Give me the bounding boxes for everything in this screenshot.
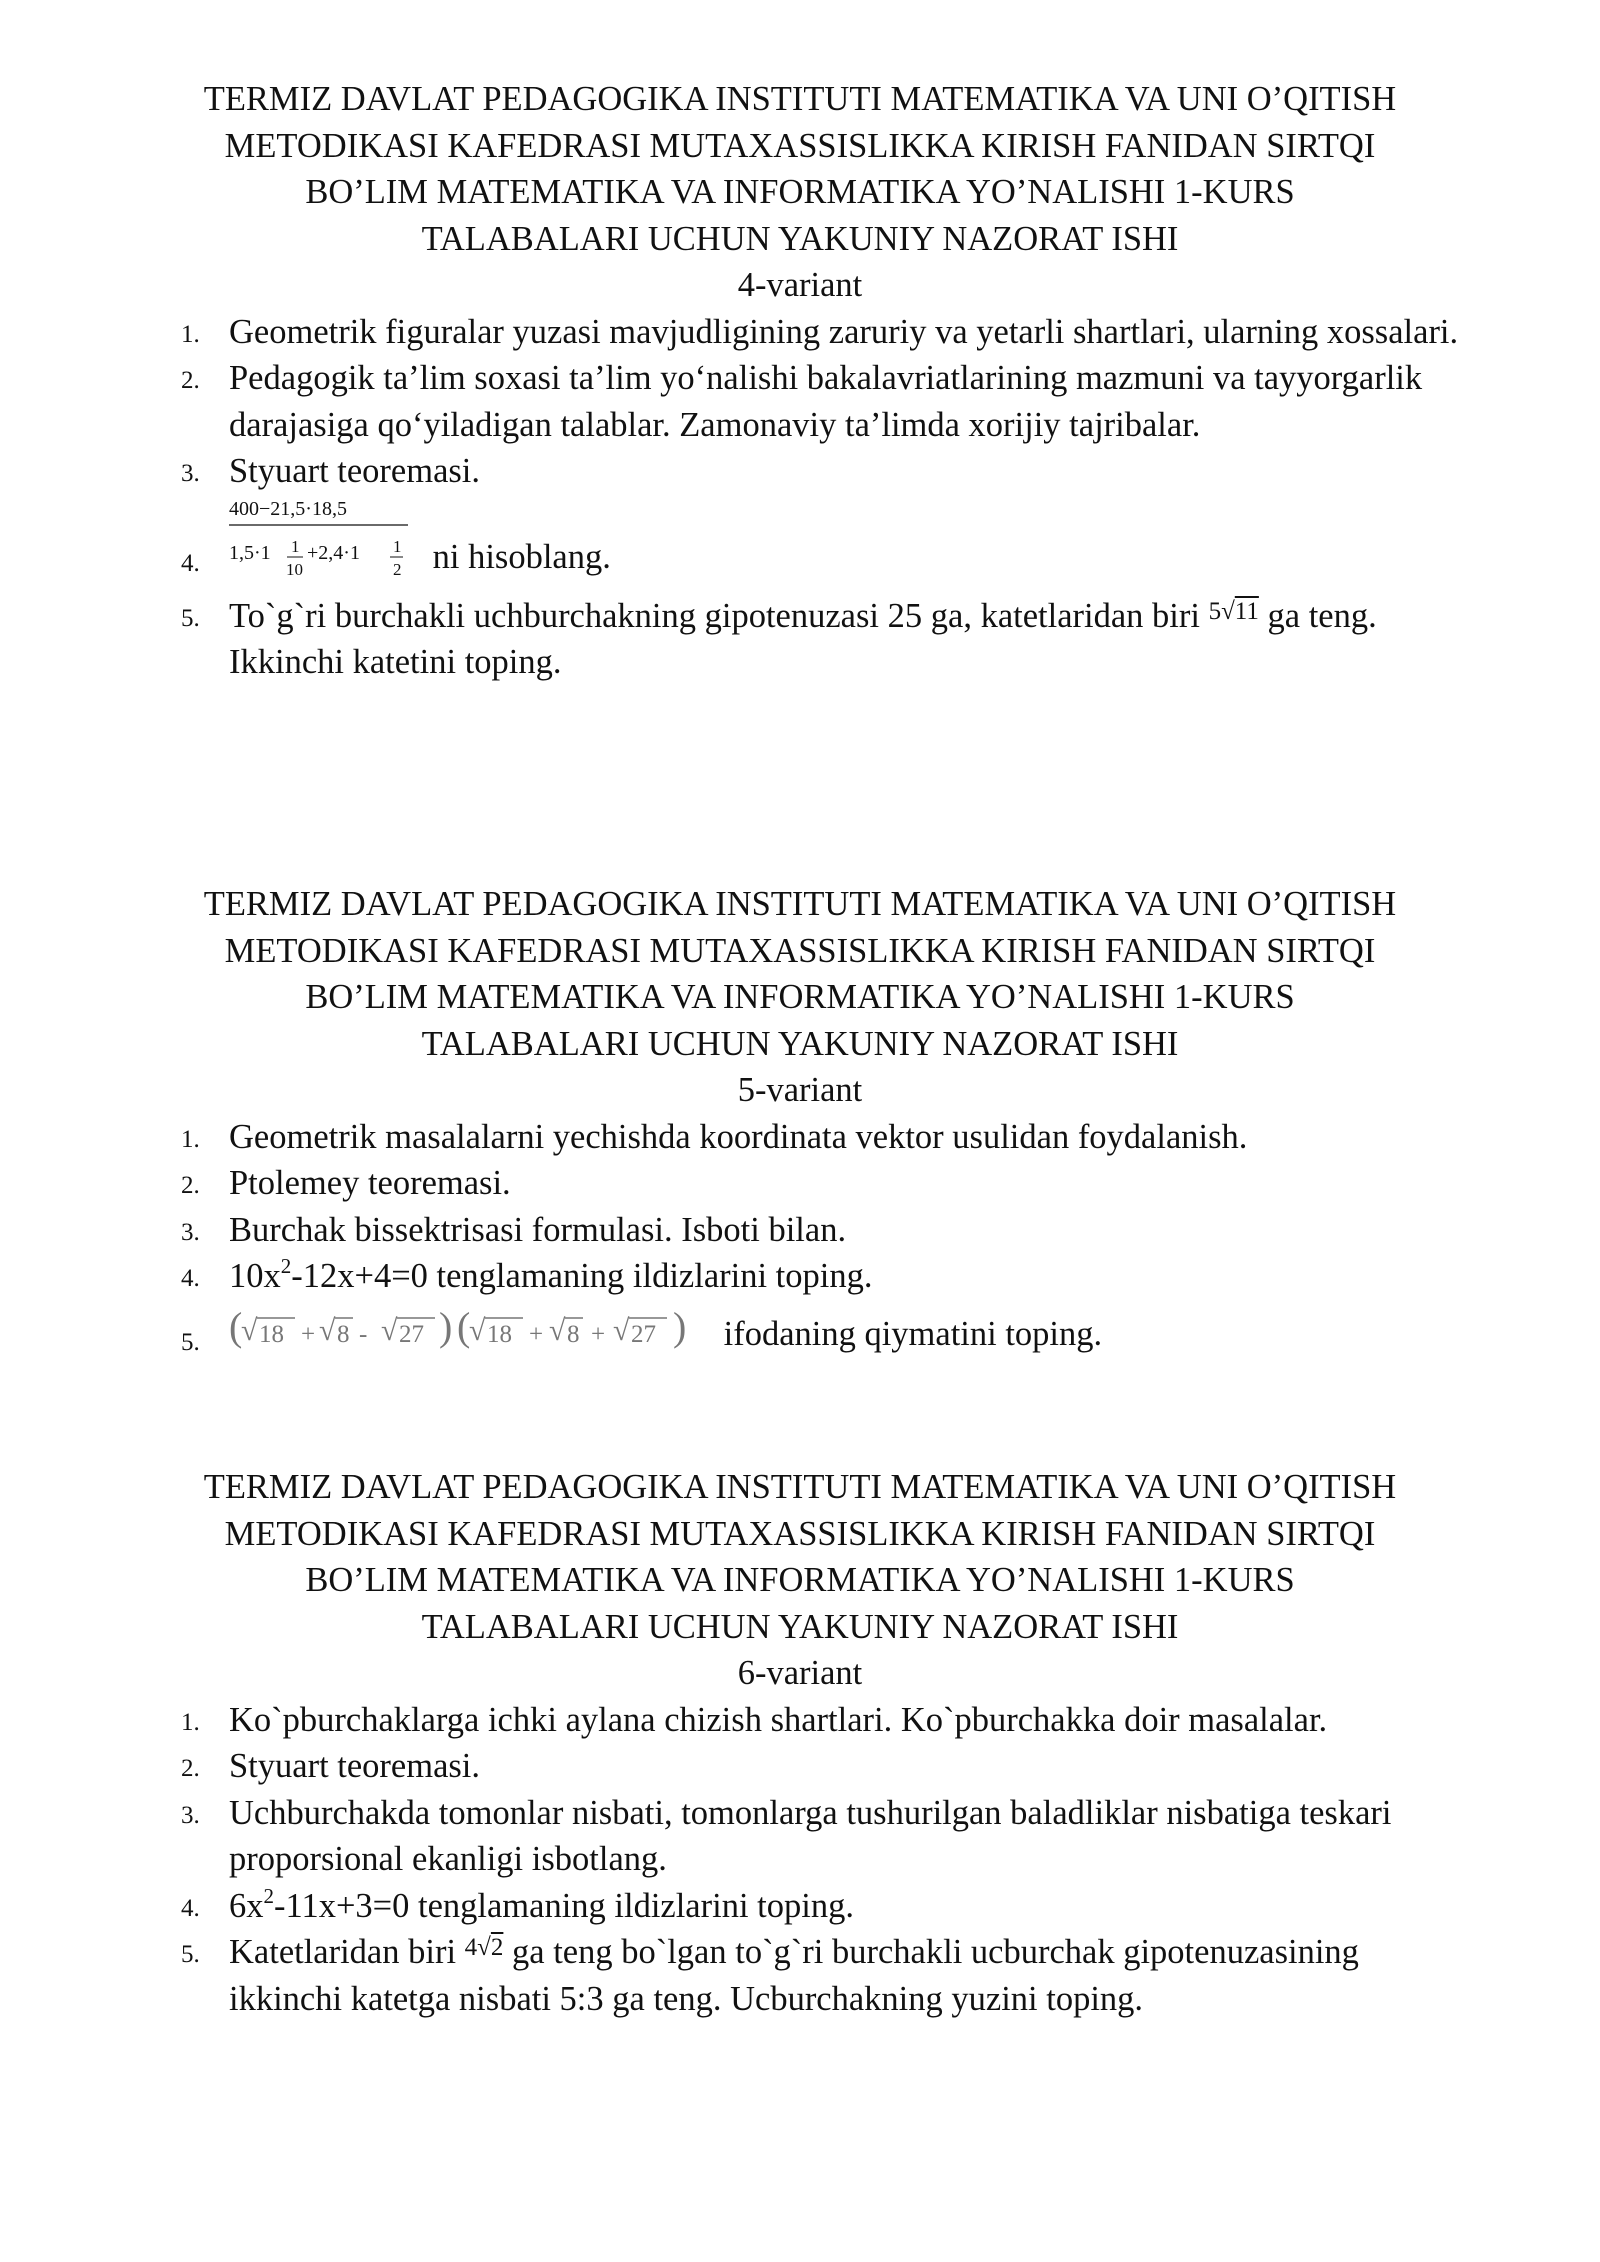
fraction-denominator-part1: 1,5·1 bbox=[229, 541, 271, 564]
task-item bbox=[0, 593, 1600, 686]
task-text: -11x+3=0 tenglamaning ildizlarini toping. bbox=[274, 1886, 854, 1925]
task-text: Styuart teoremasi. bbox=[229, 1747, 481, 1785]
task-item bbox=[0, 1300, 1600, 1368]
mixed-frac2-denominator: 2 bbox=[393, 559, 402, 579]
task-text: ifodaning qiymatini toping. bbox=[723, 1315, 1103, 1353]
task-item bbox=[0, 1743, 1600, 1790]
header-line: METODIKASI KAFEDRASI MUTAXASSISLIKKA KIRISH FANIDAN SIRTQI bbox=[224, 931, 1376, 970]
task-text: ga teng bo`lgan to`g`ri burchakli ucburchak gipotenuzasining ikkinchi katetga nisbati 5:3 ga teng. Ucburchakning yuzini toping. bbox=[229, 1933, 1359, 2018]
variant-block-4 bbox=[0, 76, 1600, 686]
variant-title: 4-variant bbox=[737, 266, 863, 304]
task-item bbox=[0, 309, 1600, 356]
sqrt-sign: √ bbox=[613, 1313, 630, 1347]
task-list bbox=[0, 309, 1600, 686]
header-line: TERMIZ DAVLAT PEDAGOGIKA INSTITUTI MATEMATIKA VA UNI O’QITISH bbox=[203, 80, 1397, 118]
radicand: 8 bbox=[337, 1320, 350, 1348]
task-number: 1. bbox=[181, 1125, 200, 1153]
task-item bbox=[0, 1253, 1600, 1300]
mixed-frac1-denominator: 10 bbox=[286, 559, 303, 579]
task-text: Ko`pburchaklarga ichki aylana chizish shartlari. Ko`pburchakka doir masalalar. bbox=[229, 1700, 1328, 1739]
task-item bbox=[0, 448, 1600, 495]
operator: + bbox=[529, 1320, 544, 1348]
task-text: Pedagogik ta’lim soxasi ta’lim yo‘nalishi bakalavriatlarining mazmuni va tayyorgarlik darajasiga qo‘yiladigan talablar. Zamonaviy ta’limda xorijiy tajribalar. bbox=[229, 359, 1423, 444]
task-item bbox=[0, 1929, 1600, 2022]
task-item bbox=[0, 1883, 1600, 1930]
mixed-frac1-numerator: 1 bbox=[291, 536, 300, 556]
header-line: TALABALARI UCHUN YAKUNIY NAZORAT ISHI bbox=[421, 1024, 1179, 1063]
sqrt-sign: √ bbox=[241, 1313, 258, 1347]
header-line: BO’LIM MATEMATIKA VA INFORMATIKA YO’NALISHI 1-KURS bbox=[305, 978, 1295, 1016]
sqrt-sign: √ bbox=[469, 1313, 486, 1347]
task-number: 1. bbox=[181, 1708, 200, 1736]
variant-header bbox=[0, 1464, 1600, 1650]
fraction-numerator: 400−21,5·18,5 bbox=[229, 497, 347, 520]
radical-expression: 5√11 bbox=[1208, 597, 1259, 625]
mixed-frac2-numerator: 1 bbox=[393, 536, 402, 556]
task-item bbox=[0, 355, 1600, 448]
header-line: METODIKASI KAFEDRASI MUTAXASSISLIKKA KIRISH FANIDAN SIRTQI bbox=[224, 1514, 1376, 1553]
task-text: -12x+4=0 tenglamaning ildizlarini toping. bbox=[291, 1257, 873, 1295]
task-text: ga teng. Ikkinchi katetini toping. bbox=[229, 596, 1377, 681]
task-text: To`g`ri burchakli uchburchakning gipotenuzasi 25 ga, katetlaridan biri bbox=[229, 596, 1200, 635]
task-number: 3. bbox=[181, 1801, 200, 1829]
task-number: 5. bbox=[181, 1941, 200, 1968]
task-item bbox=[0, 1790, 1600, 1883]
task-text: Uchburchakda tomonlar nisbati, tomonlarga tushurilgan baladliklar nisbatiga teskari proporsional ekanligi isbotlang. bbox=[229, 1793, 1392, 1878]
task-number: 5. bbox=[181, 604, 200, 632]
sqrt-sign: √ bbox=[381, 1313, 398, 1347]
task-item bbox=[0, 1207, 1600, 1254]
operator: - bbox=[359, 1320, 368, 1348]
task-item bbox=[0, 1114, 1600, 1161]
radical-coefficient: 5 bbox=[1208, 597, 1222, 625]
task-text: 10x bbox=[229, 1257, 281, 1295]
task-number: 2. bbox=[181, 1172, 200, 1199]
radical-coefficient: 4 bbox=[464, 1934, 478, 1961]
header-line: TALABALARI UCHUN YAKUNIY NAZORAT ISHI bbox=[421, 219, 1179, 258]
task-item bbox=[0, 495, 1600, 585]
variant-header bbox=[0, 76, 1600, 262]
radical-expression: 4√2 bbox=[464, 1934, 504, 1961]
paren-open: ( bbox=[229, 1303, 243, 1349]
variant-block-6 bbox=[0, 1464, 1600, 2022]
operator: + bbox=[591, 1320, 606, 1348]
radicand: 8 bbox=[567, 1320, 580, 1348]
variant-title: 6-variant bbox=[737, 1654, 863, 1692]
radical-product-svg bbox=[229, 1300, 707, 1358]
paren-open: ( bbox=[457, 1303, 471, 1349]
task-list bbox=[0, 1114, 1600, 1368]
radicand: 27 bbox=[631, 1320, 656, 1348]
variant-block-5 bbox=[0, 881, 1600, 1368]
header-line: BO’LIM MATEMATIKA VA INFORMATIKA YO’NALISHI 1-KURS bbox=[305, 173, 1295, 211]
paren-close: ) bbox=[439, 1303, 453, 1349]
task-number: 5. bbox=[181, 1328, 200, 1356]
task-text: Burchak bissektrisasi formulasi. Isboti bilan. bbox=[229, 1210, 847, 1249]
exponent: 2 bbox=[280, 1254, 292, 1278]
sqrt-sign: √ bbox=[319, 1313, 336, 1347]
header-line: METODIKASI KAFEDRASI MUTAXASSISLIKKA KIRISH FANIDAN SIRTQI bbox=[224, 126, 1376, 165]
task-text: ni hisoblang. bbox=[432, 538, 611, 576]
header-line: TERMIZ DAVLAT PEDAGOGIKA INSTITUTI MATEMATIKA VA UNI O’QITISH bbox=[203, 885, 1397, 923]
task-text: Geometrik masalalarni yechishda koordinata vektor usulidan foydalanish. bbox=[229, 1117, 1248, 1156]
task-text: 6x bbox=[229, 1886, 264, 1925]
task-text: Styuart teoremasi. bbox=[229, 452, 481, 490]
task-number: 1. bbox=[181, 320, 200, 348]
task-number: 4. bbox=[181, 1894, 200, 1922]
radical-product-expression bbox=[229, 1300, 707, 1358]
task-item bbox=[0, 1697, 1600, 1744]
operator: + bbox=[301, 1320, 316, 1348]
task-text: Katetlaridan biri bbox=[229, 1933, 457, 1971]
task-number: 2. bbox=[181, 1755, 200, 1782]
sqrt-sign: √ bbox=[549, 1313, 566, 1347]
task-list bbox=[0, 1697, 1600, 2023]
radicand: 27 bbox=[399, 1320, 424, 1348]
task-item bbox=[0, 1160, 1600, 1207]
fraction-svg bbox=[229, 495, 414, 581]
task-number: 3. bbox=[181, 460, 200, 487]
task-number: 4. bbox=[181, 1265, 200, 1292]
radicand: 18 bbox=[487, 1320, 512, 1348]
radical-radicand: 11 bbox=[1234, 597, 1259, 625]
variant-title: 5-variant bbox=[737, 1071, 863, 1109]
fraction-denominator-part2: +2,4·1 bbox=[307, 541, 360, 564]
task-text: Geometrik figuralar yuzasi mavjudligining zaruriy va yetarli shartlari, ularning xossalari. bbox=[229, 312, 1459, 351]
header-line: BO’LIM MATEMATIKA VA INFORMATIKA YO’NALISHI 1-KURS bbox=[305, 1561, 1295, 1599]
fraction-expression bbox=[229, 495, 414, 581]
task-number: 4. bbox=[181, 549, 200, 577]
variant-header bbox=[0, 881, 1600, 1067]
radicand: 18 bbox=[259, 1320, 284, 1348]
exponent: 2 bbox=[263, 1883, 274, 1908]
task-number: 3. bbox=[181, 1218, 200, 1246]
task-number: 2. bbox=[181, 367, 200, 394]
header-line: TALABALARI UCHUN YAKUNIY NAZORAT ISHI bbox=[421, 1607, 1179, 1646]
radical-radicand: 2 bbox=[490, 1934, 504, 1961]
header-line: TERMIZ DAVLAT PEDAGOGIKA INSTITUTI MATEMATIKA VA UNI O’QITISH bbox=[203, 1468, 1397, 1506]
task-text: Ptolemey teoremasi. bbox=[229, 1164, 511, 1202]
paren-close: ) bbox=[673, 1303, 687, 1349]
